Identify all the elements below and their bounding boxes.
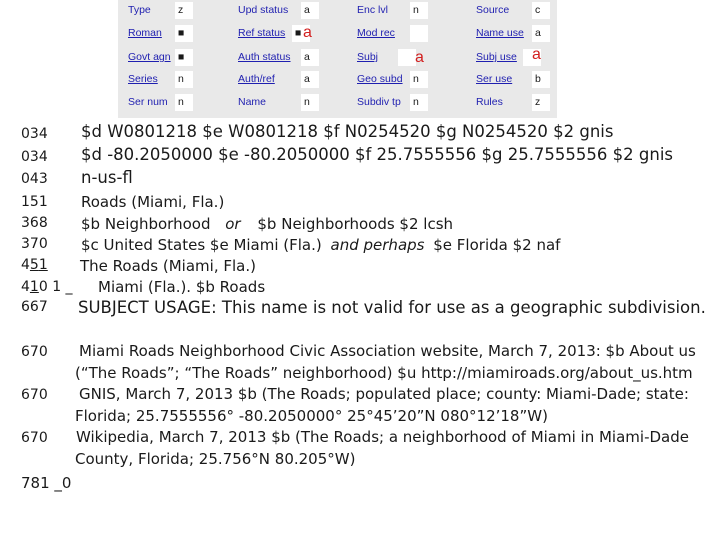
and-perhaps-conjunction: and perhaps	[330, 236, 425, 254]
field-tag: 670	[21, 344, 48, 360]
fixed-field-value-auth-status[interactable]: a	[301, 49, 319, 66]
field-text: Roads (Miami, Fla.)	[81, 193, 225, 211]
fixed-field-label-upd-status: Upd status	[238, 4, 289, 16]
fixed-field-value-enc-lvl[interactable]: n	[410, 2, 428, 19]
fixed-field-value-upd-status[interactable]: a	[301, 2, 319, 19]
fixed-field-label-name-use[interactable]: Name use	[476, 27, 524, 39]
fixed-field-value-govt-agn[interactable]: ■	[175, 49, 193, 66]
fixed-field-grid	[118, 0, 557, 118]
fixed-field-label-enc-lvl: Enc lvl	[357, 4, 388, 16]
field-text: Miami Roads Neighborhood Civic Association website, March 7, 2013: $b About us	[79, 342, 696, 360]
fixed-field-label-auth-ref[interactable]: Auth/ref	[238, 73, 275, 85]
field-text: Miami (Fla.). $b Roads	[98, 278, 266, 296]
fixed-field-value-ref-status[interactable]: ■	[292, 25, 310, 42]
field-tag: 368	[21, 215, 48, 231]
fixed-field-value-subj[interactable]	[398, 49, 416, 66]
field-text-part: $c United States $e Miami (Fla.)	[81, 236, 322, 254]
fixed-field-value-geo-subd[interactable]: n	[410, 71, 428, 88]
fixed-field-label-roman[interactable]: Roman	[128, 27, 162, 39]
or-conjunction: or	[225, 215, 241, 233]
fixed-field-label-ser-num: Ser num	[128, 96, 168, 108]
changed-value-flag: a	[415, 49, 424, 66]
fixed-field-label-name: Name	[238, 96, 267, 108]
fixed-field-label-geo-subd[interactable]: Geo subd	[357, 73, 403, 85]
field-text: SUBJECT USAGE: This name is not valid for use as a geographic subdivision.	[78, 298, 706, 317]
fixed-field-value-name-use[interactable]: a	[532, 25, 550, 42]
changed-value-flag: a	[532, 46, 541, 63]
fixed-field-value-name[interactable]: n	[301, 94, 319, 111]
fixed-field-label-ref-status[interactable]: Ref status	[238, 27, 286, 39]
fixed-field-value-type[interactable]: z	[175, 2, 193, 19]
field-tag	[21, 278, 73, 296]
field-text: County, Florida; 25.756°N 80.205°W)	[75, 450, 356, 468]
field-text-part: $b Neighborhoods $2 lcsh	[257, 215, 454, 233]
field-text: The Roads (Miami, Fla.)	[80, 257, 256, 275]
field-tag: 043	[21, 171, 48, 187]
field-tag: 034	[21, 126, 48, 142]
field-text: GNIS, March 7, 2013 $b (The Roads; populated place; county: Miami-Dade; state:	[79, 385, 689, 403]
field-tag: 667	[21, 299, 48, 315]
fixed-field-label-govt-agn[interactable]: Govt agn	[128, 51, 171, 63]
fixed-field-label-subj-use[interactable]: Subj use	[476, 51, 517, 63]
fixed-field-value-ser-num[interactable]: n	[175, 94, 193, 111]
field-text: $d -80.2050000 $e -80.2050000 $f 25.7555556 $g 25.7555556 $2 gnis	[81, 145, 674, 164]
changed-value-flag: a	[303, 24, 312, 41]
field-tag-part: 5	[29, 257, 39, 273]
fixed-field-label-rules: Rules	[476, 96, 503, 108]
field-tag: 370	[21, 236, 48, 252]
fixed-field-value-roman[interactable]: ■	[175, 25, 193, 42]
field-tag: 151	[21, 194, 48, 210]
field-text: $d W0801218 $e W0801218 $f N0254520 $g N0254520 $2 gnis	[81, 122, 614, 141]
fixed-field-value-series[interactable]: n	[175, 71, 193, 88]
fixed-field-value-rules[interactable]: z	[532, 94, 550, 111]
fixed-field-value-ser-use[interactable]: b	[532, 71, 550, 88]
field-tag: 670	[21, 387, 48, 403]
fixed-field-value-source[interactable]: c	[532, 2, 550, 19]
field-text-part: $e Florida $2 naf	[433, 236, 561, 254]
fixed-field-label-series[interactable]: Series	[128, 73, 158, 85]
field-text	[81, 215, 453, 233]
fixed-field-label-mod-rec[interactable]: Mod rec	[357, 27, 395, 39]
field-tag-part: 1	[38, 257, 48, 273]
field-tag	[21, 256, 48, 274]
fixed-field-label-auth-status[interactable]: Auth status	[238, 51, 291, 63]
fixed-field-value-mod-rec[interactable]	[410, 25, 428, 42]
fixed-field-label-ser-use[interactable]: Ser use	[476, 73, 513, 85]
fixed-field-label-source: Source	[476, 4, 510, 16]
fixed-field-value-subdiv-tp[interactable]: n	[410, 94, 428, 111]
field-text	[81, 236, 560, 254]
field-tag-part: 4	[21, 257, 30, 273]
field-tag: 781 _0	[21, 474, 72, 492]
field-text: n-us-fl	[81, 168, 133, 187]
field-tag-part: 4	[21, 279, 30, 295]
field-tag-part: 1	[29, 279, 39, 295]
field-text: Florida; 25.7555556° -80.2050000° 25°45’20”N 080°12’18”W)	[75, 407, 548, 425]
field-text: (“The Roads”; “The Roads” neighborhood) $u http://miamiroads.org/about_us.htm	[75, 364, 693, 382]
fixed-field-label-subdiv-tp: Subdiv tp	[357, 96, 401, 108]
field-tag: 034	[21, 149, 48, 165]
field-tag-part: 0 1 _	[38, 279, 73, 295]
fixed-field-value-auth-ref[interactable]: a	[301, 71, 319, 88]
fixed-field-label-type: Type	[128, 4, 151, 16]
field-text: Wikipedia, March 7, 2013 $b (The Roads; a neighborhood of Miami in Miami-Dade	[76, 428, 689, 446]
field-text-part: $b Neighborhood	[81, 215, 211, 233]
fixed-field-label-subj[interactable]: Subj	[357, 51, 379, 63]
field-tag: 670	[21, 430, 48, 446]
